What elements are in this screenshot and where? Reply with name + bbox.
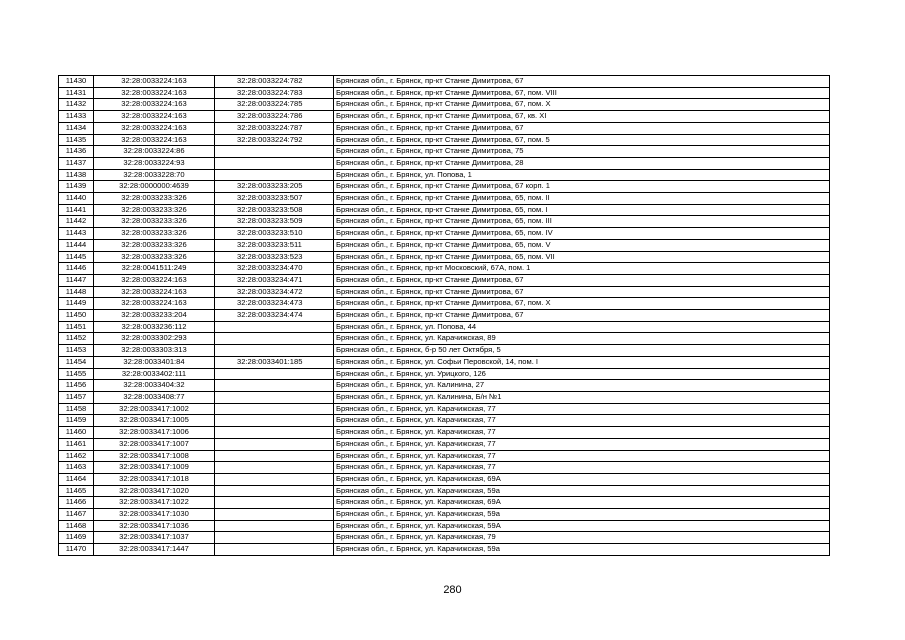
object-number-cell: 32:28:0033224:786 xyxy=(215,111,334,123)
table-row xyxy=(59,157,830,169)
table-row xyxy=(59,228,830,240)
address-cell: Брянская обл., г. Брянск, ул. Попова, 44 xyxy=(334,321,830,333)
property-table xyxy=(58,75,830,556)
address-cell: Брянская обл., г. Брянск, пр-кт Станке Димитрова, 67 xyxy=(334,76,830,88)
table-row xyxy=(59,509,830,521)
object-number-cell xyxy=(215,380,334,392)
parcel-number-cell: 32:28:0033402:111 xyxy=(94,368,215,380)
row-number-cell: 11470 xyxy=(59,544,94,556)
parcel-number-cell: 32:28:0033417:1020 xyxy=(94,485,215,497)
address-cell: Брянская обл., г. Брянск, ул. Карачижская, 69А xyxy=(334,497,830,509)
object-number-cell xyxy=(215,462,334,474)
parcel-number-cell: 32:28:0033224:86 xyxy=(94,146,215,158)
row-number-cell: 11446 xyxy=(59,263,94,275)
parcel-number-cell: 32:28:0033302:293 xyxy=(94,333,215,345)
parcel-number-cell: 32:28:0033417:1037 xyxy=(94,532,215,544)
page-number: 280 xyxy=(443,584,462,596)
object-number-cell: 32:28:0033233:508 xyxy=(215,204,334,216)
object-number-cell xyxy=(215,368,334,380)
row-number-cell: 11448 xyxy=(59,286,94,298)
row-number-cell: 11451 xyxy=(59,321,94,333)
object-number-cell xyxy=(215,415,334,427)
address-cell: Брянская обл., г. Брянск, пр-кт Московский, 67А, пом. 1 xyxy=(334,263,830,275)
table-row xyxy=(59,122,830,134)
object-number-cell xyxy=(215,146,334,158)
parcel-number-cell: 32:28:0033417:1006 xyxy=(94,427,215,439)
object-number-cell: 32:28:0033234:472 xyxy=(215,286,334,298)
table-row xyxy=(59,216,830,228)
parcel-number-cell: 32:28:0033233:326 xyxy=(94,239,215,251)
parcel-number-cell: 32:28:0033233:326 xyxy=(94,228,215,240)
object-number-cell xyxy=(215,497,334,509)
table-row xyxy=(59,403,830,415)
row-number-cell: 11433 xyxy=(59,111,94,123)
object-number-cell: 32:28:0033234:471 xyxy=(215,274,334,286)
row-number-cell: 11447 xyxy=(59,274,94,286)
table-row xyxy=(59,134,830,146)
address-cell: Брянская обл., г. Брянск, ул. Карачижская, 77 xyxy=(334,415,830,427)
address-cell: Брянская обл., г. Брянск, ул. Софьи Перовской, 14, пом. I xyxy=(334,356,830,368)
object-number-cell: 32:28:0033224:787 xyxy=(215,122,334,134)
parcel-number-cell: 32:28:0033233:326 xyxy=(94,193,215,205)
row-number-cell: 11432 xyxy=(59,99,94,111)
parcel-number-cell: 32:28:0033417:1005 xyxy=(94,415,215,427)
row-number-cell: 11465 xyxy=(59,485,94,497)
parcel-number-cell: 32:28:0033224:163 xyxy=(94,76,215,88)
object-number-cell xyxy=(215,333,334,345)
address-cell: Брянская обл., г. Брянск, пр-кт Станке Димитрова, 65, пом. IV xyxy=(334,228,830,240)
parcel-number-cell: 32:28:0033417:1036 xyxy=(94,520,215,532)
address-cell: Брянская обл., г. Брянск, пр-кт Станке Димитрова, 67 корп. 1 xyxy=(334,181,830,193)
object-number-cell xyxy=(215,427,334,439)
address-cell: Брянская обл., г. Брянск, ул. Карачижская, 59а xyxy=(334,509,830,521)
table-row xyxy=(59,333,830,345)
object-number-cell xyxy=(215,438,334,450)
row-number-cell: 11441 xyxy=(59,204,94,216)
object-number-cell xyxy=(215,450,334,462)
address-cell: Брянская обл., г. Брянск, пр-кт Станке Димитрова, 67 xyxy=(334,274,830,286)
table-row xyxy=(59,462,830,474)
row-number-cell: 11458 xyxy=(59,403,94,415)
table-row xyxy=(59,181,830,193)
parcel-number-cell: 32:28:0033417:1009 xyxy=(94,462,215,474)
table-row xyxy=(59,87,830,99)
table-row xyxy=(59,286,830,298)
table-row xyxy=(59,251,830,263)
row-number-cell: 11452 xyxy=(59,333,94,345)
address-cell: Брянская обл., г. Брянск, пр-кт Станке Димитрова, 67 xyxy=(334,310,830,322)
object-number-cell: 32:28:0033233:511 xyxy=(215,239,334,251)
parcel-number-cell: 32:28:0033233:326 xyxy=(94,251,215,263)
parcel-number-cell: 32:28:0033224:163 xyxy=(94,286,215,298)
parcel-number-cell: 32:28:0033417:1007 xyxy=(94,438,215,450)
parcel-number-cell: 32:28:0033233:204 xyxy=(94,310,215,322)
table-body xyxy=(59,76,830,556)
table-row xyxy=(59,239,830,251)
parcel-number-cell: 32:28:0033228:70 xyxy=(94,169,215,181)
parcel-number-cell: 32:28:0033417:1030 xyxy=(94,509,215,521)
parcel-number-cell: 32:28:0033224:93 xyxy=(94,157,215,169)
table-row xyxy=(59,345,830,357)
object-number-cell: 32:28:0033234:474 xyxy=(215,310,334,322)
row-number-cell: 11449 xyxy=(59,298,94,310)
object-number-cell: 32:28:0033234:470 xyxy=(215,263,334,275)
table-row xyxy=(59,532,830,544)
object-number-cell xyxy=(215,473,334,485)
address-cell: Брянская обл., г. Брянск, пр-кт Станке Димитрова, 28 xyxy=(334,157,830,169)
parcel-number-cell: 32:28:0033404:32 xyxy=(94,380,215,392)
address-cell: Брянская обл., г. Брянск, пр-кт Станке Димитрова, 65, пом. I xyxy=(334,204,830,216)
object-number-cell xyxy=(215,485,334,497)
row-number-cell: 11434 xyxy=(59,122,94,134)
address-cell: Брянская обл., г. Брянск, ул. Карачижская, 69А xyxy=(334,473,830,485)
address-cell: Брянская обл., г. Брянск, пр-кт Станке Димитрова, 67, пом. 5 xyxy=(334,134,830,146)
object-number-cell: 32:28:0033401:185 xyxy=(215,356,334,368)
object-number-cell xyxy=(215,544,334,556)
object-number-cell xyxy=(215,321,334,333)
object-number-cell: 32:28:0033224:785 xyxy=(215,99,334,111)
parcel-number-cell: 32:28:0033224:163 xyxy=(94,134,215,146)
table-row xyxy=(59,438,830,450)
parcel-number-cell: 32:28:0033224:163 xyxy=(94,99,215,111)
table-row xyxy=(59,497,830,509)
row-number-cell: 11469 xyxy=(59,532,94,544)
address-cell: Брянская обл., г. Брянск, ул. Калинина, Б/н №1 xyxy=(334,391,830,403)
row-number-cell: 11457 xyxy=(59,391,94,403)
table-row xyxy=(59,204,830,216)
row-number-cell: 11468 xyxy=(59,520,94,532)
row-number-cell: 11437 xyxy=(59,157,94,169)
parcel-number-cell: 32:28:0033233:326 xyxy=(94,216,215,228)
row-number-cell: 11444 xyxy=(59,239,94,251)
table-row xyxy=(59,380,830,392)
address-cell: Брянская обл., г. Брянск, ул. Карачижская, 59А xyxy=(334,520,830,532)
parcel-number-cell: 32:28:0033417:1022 xyxy=(94,497,215,509)
row-number-cell: 11435 xyxy=(59,134,94,146)
table-row xyxy=(59,274,830,286)
row-number-cell: 11443 xyxy=(59,228,94,240)
object-number-cell: 32:28:0033233:523 xyxy=(215,251,334,263)
object-number-cell xyxy=(215,157,334,169)
object-number-cell xyxy=(215,391,334,403)
address-cell: Брянская обл., г. Брянск, б-р 50 лет Октября, 5 xyxy=(334,345,830,357)
table-row xyxy=(59,321,830,333)
object-number-cell: 32:28:0033233:510 xyxy=(215,228,334,240)
parcel-number-cell: 32:28:0033417:1447 xyxy=(94,544,215,556)
address-cell: Брянская обл., г. Брянск, ул. Карачижская, 79 xyxy=(334,532,830,544)
address-cell: Брянская обл., г. Брянск, ул. Карачижская, 77 xyxy=(334,427,830,439)
table-row xyxy=(59,146,830,158)
object-number-cell: 32:28:0033233:507 xyxy=(215,193,334,205)
object-number-cell xyxy=(215,532,334,544)
row-number-cell: 11462 xyxy=(59,450,94,462)
object-number-cell xyxy=(215,403,334,415)
row-number-cell: 11438 xyxy=(59,169,94,181)
table-row xyxy=(59,544,830,556)
row-number-cell: 11445 xyxy=(59,251,94,263)
object-number-cell xyxy=(215,520,334,532)
address-cell: Брянская обл., г. Брянск, ул. Урицкого, 126 xyxy=(334,368,830,380)
row-number-cell: 11450 xyxy=(59,310,94,322)
parcel-number-cell: 32:28:0033224:163 xyxy=(94,87,215,99)
address-cell: Брянская обл., г. Брянск, пр-кт Станке Димитрова, 67 xyxy=(334,122,830,134)
row-number-cell: 11455 xyxy=(59,368,94,380)
table-row xyxy=(59,193,830,205)
address-cell: Брянская обл., г. Брянск, ул. Карачижская, 59а xyxy=(334,544,830,556)
address-cell: Брянская обл., г. Брянск, пр-кт Станке Димитрова, 67, кв. XI xyxy=(334,111,830,123)
row-number-cell: 11456 xyxy=(59,380,94,392)
address-cell: Брянская обл., г. Брянск, ул. Карачижская, 77 xyxy=(334,450,830,462)
address-cell: Брянская обл., г. Брянск, ул. Калинина, 27 xyxy=(334,380,830,392)
address-cell: Брянская обл., г. Брянск, пр-кт Станке Димитрова, 67, пом. VIII xyxy=(334,87,830,99)
address-cell: Брянская обл., г. Брянск, пр-кт Станке Димитрова, 67, пом. X xyxy=(334,99,830,111)
object-number-cell: 32:28:0033224:782 xyxy=(215,76,334,88)
parcel-number-cell: 32:28:0033408:77 xyxy=(94,391,215,403)
address-cell: Брянская обл., г. Брянск, пр-кт Станке Димитрова, 75 xyxy=(334,146,830,158)
table-row xyxy=(59,298,830,310)
row-number-cell: 11464 xyxy=(59,473,94,485)
object-number-cell: 32:28:0033233:205 xyxy=(215,181,334,193)
table-row xyxy=(59,485,830,497)
row-number-cell: 11467 xyxy=(59,509,94,521)
table-row xyxy=(59,450,830,462)
table-row xyxy=(59,263,830,275)
row-number-cell: 11466 xyxy=(59,497,94,509)
address-cell: Брянская обл., г. Брянск, пр-кт Станке Димитрова, 65, пом. V xyxy=(334,239,830,251)
table-row xyxy=(59,169,830,181)
table-row xyxy=(59,391,830,403)
address-cell: Брянская обл., г. Брянск, пр-кт Станке Димитрова, 65, пом. II xyxy=(334,193,830,205)
parcel-number-cell: 32:28:0033417:1002 xyxy=(94,403,215,415)
row-number-cell: 11431 xyxy=(59,87,94,99)
row-number-cell: 11461 xyxy=(59,438,94,450)
table-row xyxy=(59,427,830,439)
row-number-cell: 11440 xyxy=(59,193,94,205)
table-row xyxy=(59,356,830,368)
parcel-number-cell: 32:28:0041511:249 xyxy=(94,263,215,275)
object-number-cell: 32:28:0033224:792 xyxy=(215,134,334,146)
object-number-cell xyxy=(215,169,334,181)
address-cell: Брянская обл., г. Брянск, ул. Карачижская, 77 xyxy=(334,403,830,415)
table-row xyxy=(59,415,830,427)
address-cell: Брянская обл., г. Брянск, пр-кт Станке Димитрова, 67 xyxy=(334,286,830,298)
parcel-number-cell: 32:28:0033401:84 xyxy=(94,356,215,368)
parcel-number-cell: 32:28:0033233:326 xyxy=(94,204,215,216)
row-number-cell: 11453 xyxy=(59,345,94,357)
parcel-number-cell: 32:28:0033303:313 xyxy=(94,345,215,357)
address-cell: Брянская обл., г. Брянск, ул. Попова, 1 xyxy=(334,169,830,181)
row-number-cell: 11439 xyxy=(59,181,94,193)
table-row xyxy=(59,111,830,123)
table-row xyxy=(59,76,830,88)
object-number-cell: 32:28:0033233:509 xyxy=(215,216,334,228)
parcel-number-cell: 32:28:0033236:112 xyxy=(94,321,215,333)
address-cell: Брянская обл., г. Брянск, пр-кт Станке Димитрова, 65, пом. III xyxy=(334,216,830,228)
row-number-cell: 11442 xyxy=(59,216,94,228)
table-row xyxy=(59,310,830,322)
row-number-cell: 11430 xyxy=(59,76,94,88)
object-number-cell xyxy=(215,345,334,357)
table-row xyxy=(59,520,830,532)
row-number-cell: 11460 xyxy=(59,427,94,439)
parcel-number-cell: 32:28:0033224:163 xyxy=(94,122,215,134)
address-cell: Брянская обл., г. Брянск, ул. Карачижская, 59а xyxy=(334,485,830,497)
parcel-number-cell: 32:28:0033224:163 xyxy=(94,274,215,286)
row-number-cell: 11463 xyxy=(59,462,94,474)
parcel-number-cell: 32:28:0000000:4639 xyxy=(94,181,215,193)
table-row xyxy=(59,99,830,111)
table-row xyxy=(59,473,830,485)
parcel-number-cell: 32:28:0033224:163 xyxy=(94,111,215,123)
object-number-cell: 32:28:0033224:783 xyxy=(215,87,334,99)
parcel-number-cell: 32:28:0033417:1008 xyxy=(94,450,215,462)
object-number-cell xyxy=(215,509,334,521)
parcel-number-cell: 32:28:0033417:1018 xyxy=(94,473,215,485)
address-cell: Брянская обл., г. Брянск, ул. Карачижская, 77 xyxy=(334,438,830,450)
object-number-cell: 32:28:0033234:473 xyxy=(215,298,334,310)
address-cell: Брянская обл., г. Брянск, пр-кт Станке Димитрова, 67, пом. X xyxy=(334,298,830,310)
table-row xyxy=(59,368,830,380)
address-cell: Брянская обл., г. Брянск, ул. Карачижская, 77 xyxy=(334,462,830,474)
row-number-cell: 11436 xyxy=(59,146,94,158)
address-cell: Брянская обл., г. Брянск, пр-кт Станке Димитрова, 65, пом. VII xyxy=(334,251,830,263)
parcel-number-cell: 32:28:0033224:163 xyxy=(94,298,215,310)
row-number-cell: 11454 xyxy=(59,356,94,368)
address-cell: Брянская обл., г. Брянск, ул. Карачижская, 89 xyxy=(334,333,830,345)
row-number-cell: 11459 xyxy=(59,415,94,427)
